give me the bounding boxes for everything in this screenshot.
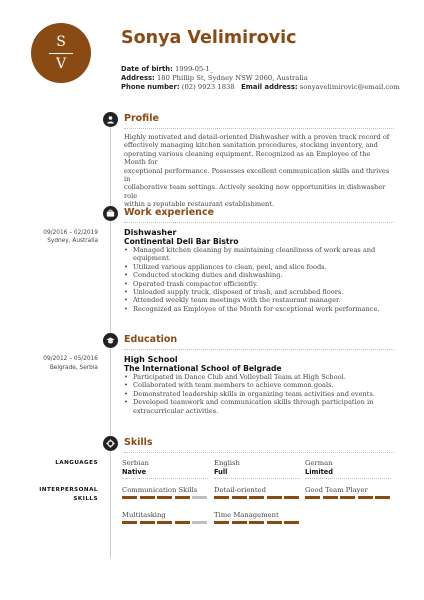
skill-meter-segment-filled bbox=[140, 496, 155, 499]
list-item: • Conducted stocking duties and dishwashing. bbox=[124, 271, 394, 279]
candidate-name: Sonya Velimirovic bbox=[121, 28, 297, 48]
skill-meter-segment-empty bbox=[192, 521, 207, 524]
skill-meter-segment-filled bbox=[175, 521, 190, 524]
skill-meter-segment-filled bbox=[214, 521, 229, 524]
education-divider bbox=[124, 349, 394, 350]
education-location: Belgrade, Serbia bbox=[49, 365, 98, 371]
phone-label: Phone number: bbox=[121, 83, 180, 91]
language-level: Full bbox=[214, 468, 228, 476]
skill-meter-segment-filled bbox=[157, 521, 172, 524]
monogram-letter-last: V bbox=[55, 56, 67, 72]
skill-underline bbox=[305, 478, 391, 479]
list-item bbox=[124, 407, 394, 415]
work-heading: Work experience bbox=[124, 207, 215, 218]
skill-meter-segment-filled bbox=[375, 496, 390, 499]
list-item: • Demonstrated leadership skills in organizing team activities and events. bbox=[124, 390, 394, 398]
phone-value: (02) 9923 1838 bbox=[181, 83, 235, 91]
interpersonal-label-line: INTERPERSONAL bbox=[39, 487, 98, 493]
list-item: • Operated trash compactor efficiently. bbox=[124, 280, 394, 288]
education-heading: Education bbox=[124, 334, 178, 345]
list-item bbox=[124, 254, 394, 262]
profile-line: exceptional performance. Possesses excellent communication skills and thrives in bbox=[124, 166, 390, 184]
skill-meter-segment-filled bbox=[358, 496, 373, 499]
skills-gear-icon bbox=[103, 436, 118, 451]
interpersonal-label-line: SKILLS bbox=[73, 495, 98, 502]
skill-meter-segment-filled bbox=[340, 496, 355, 499]
skill-meter-segment-filled bbox=[122, 521, 137, 524]
skill-meter-segment-filled bbox=[232, 496, 247, 499]
list-item: • Unloaded supply truck, disposed of trash, and scrubbed floors. bbox=[124, 288, 394, 296]
education-school: The International School of Belgrade bbox=[124, 364, 282, 373]
skills-heading: Skills bbox=[124, 437, 153, 448]
profile-divider bbox=[124, 128, 394, 129]
skill-meter-segment-filled bbox=[122, 496, 137, 499]
skills-divider bbox=[124, 452, 394, 453]
contact-phone-email bbox=[121, 83, 400, 92]
work-divider bbox=[124, 222, 394, 223]
list-item: • Recognized as Employee of the Month for exceptional work performance. bbox=[124, 305, 394, 313]
skill-meter-segment-empty bbox=[192, 496, 207, 499]
list-item: • Collaborated with team members to achieve common goals. bbox=[124, 381, 394, 389]
monogram-divider bbox=[49, 53, 73, 54]
work-location: Sydney, Australia bbox=[47, 238, 98, 244]
languages-label: LANGUAGES bbox=[55, 460, 98, 466]
profile-line: operating various cleaning equipment. Recognized as an Employee of the Month for bbox=[124, 149, 371, 167]
list-item-continuation: equipment. bbox=[133, 254, 171, 263]
profile-line: effectively managing kitchen sanitation procedures, stocking inventory, and bbox=[124, 141, 378, 150]
list-item: • Developed teamwork and communication skills through participation in bbox=[124, 398, 394, 406]
monogram-badge bbox=[31, 23, 91, 83]
skill-meter-segment-filled bbox=[284, 521, 299, 524]
education-bullet-list bbox=[124, 373, 394, 415]
skill-meter bbox=[122, 496, 208, 499]
skill-meter-segment-filled bbox=[267, 496, 282, 499]
work-employer: Continental Deli Bar Bistro bbox=[124, 237, 239, 246]
language-level: Native bbox=[122, 468, 147, 476]
work-bullet-list bbox=[124, 246, 394, 313]
skill-name: Detail-oriented bbox=[214, 486, 266, 494]
skill-meter-segment-filled bbox=[305, 496, 320, 499]
skill-name: Communication Skills bbox=[122, 486, 198, 494]
skill-name: Time Management bbox=[214, 511, 279, 519]
address-label: Address: bbox=[121, 74, 155, 82]
interpersonal-label bbox=[20, 486, 98, 503]
email-value[interactable]: sonyavelimirovic@email.com bbox=[299, 83, 400, 91]
work-job-title: Dishwasher bbox=[124, 228, 177, 237]
contact-dob bbox=[121, 65, 213, 74]
skill-meter-segment-filled bbox=[284, 496, 299, 499]
monogram-letter-first: S bbox=[56, 34, 66, 50]
skill-underline bbox=[214, 478, 300, 479]
skill-meter-segment-filled bbox=[140, 521, 155, 524]
language-name: Serbian bbox=[122, 459, 149, 467]
skill-meter-segment-filled bbox=[175, 496, 190, 499]
skill-name: Good Team Player bbox=[305, 486, 368, 494]
profile-person-icon bbox=[103, 112, 118, 127]
skill-meter-segment-filled bbox=[249, 496, 264, 499]
skill-meter bbox=[214, 521, 300, 524]
contact-address bbox=[121, 74, 308, 83]
education-degree: High School bbox=[124, 355, 178, 364]
list-item: • Utilized various appliances to clean, peel, and slice foods. bbox=[124, 263, 394, 271]
address-value: 180 Phillip St, Sydney NSW 2060, Australia bbox=[156, 74, 308, 82]
profile-heading: Profile bbox=[124, 113, 159, 124]
list-item: • Managed kitchen cleaning by maintaining cleanliness of work areas and bbox=[124, 246, 394, 254]
skill-meter-segment-filled bbox=[232, 521, 247, 524]
skill-meter bbox=[305, 496, 391, 499]
dob-value: 1999-05-1_ bbox=[174, 65, 214, 73]
profile-line: collaborative team settings. Actively seeking new opportunities in dishwasher role bbox=[124, 183, 386, 200]
language-level: Limited bbox=[305, 468, 333, 476]
graduation-cap-icon bbox=[103, 333, 118, 348]
language-name: English bbox=[214, 459, 240, 467]
list-item: • Attended weekly team meetings with the restaurant manager. bbox=[124, 296, 394, 304]
language-name: German bbox=[305, 459, 333, 467]
list-item-continuation: extracurricular activities. bbox=[133, 406, 219, 415]
skill-meter-segment-filled bbox=[157, 496, 172, 499]
profile-summary bbox=[124, 133, 394, 209]
profile-line: Highly motivated and detail-oriented Dishwasher with a proven track record of bbox=[124, 133, 390, 141]
skill-meter-segment-filled bbox=[249, 521, 264, 524]
education-dates: 09/2012 – 05/2016 bbox=[43, 356, 98, 362]
email-label: Email address: bbox=[241, 83, 298, 91]
dob-label: Date of birth: bbox=[121, 65, 173, 73]
skill-meter-segment-filled bbox=[214, 496, 229, 499]
skill-underline bbox=[122, 478, 208, 479]
skill-name: Multitasking bbox=[122, 511, 166, 519]
profile-line: within a reputable restaurant establishment. bbox=[124, 200, 274, 209]
skill-meter bbox=[122, 521, 208, 524]
briefcase-icon bbox=[103, 206, 118, 221]
skill-meter-segment-filled bbox=[323, 496, 338, 499]
skill-meter bbox=[214, 496, 300, 499]
list-item: • Participated in Dance Club and Volleyball Team at High School. bbox=[124, 373, 394, 381]
skill-meter-segment-filled bbox=[267, 521, 282, 524]
work-dates: 09/2016 – 02/2019 bbox=[43, 230, 98, 236]
